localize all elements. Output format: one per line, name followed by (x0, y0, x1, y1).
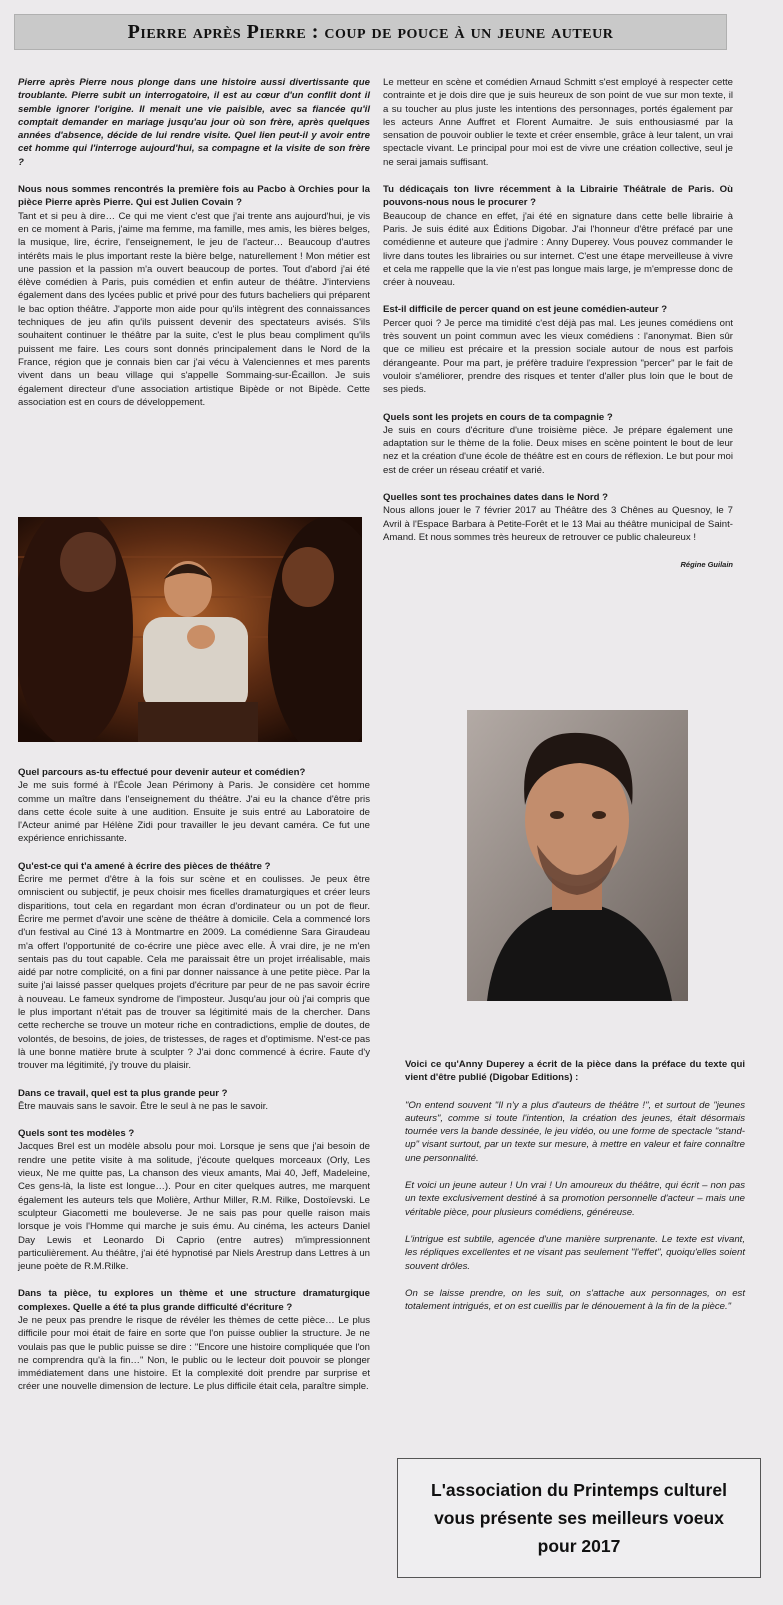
interview-question: Est-il difficile de percer quand on est jeune comédien-auteur ? (383, 304, 668, 316)
qa-block (18, 766, 370, 846)
interview-answer: Tant et si peu à dire… Ce qui me vient c'est que j'ai trente ans aujourd'hui, je vis en ce moment à Paris, j'aime ma femme, ma famille, mes amis, les bières belges, la musique, lire, écrire, l'enseignement, le jeu de l'acteur… Beaucoup d'autres intérêts mais le plus important reste la bière belge, naturellement ! Mon métier est une passion et la passion m'a ouvert beaucoup de portes. Tout d'abord j'ai été élève comédien à Paris, puis comédien et enfin auteur de théâtre. J'interviens également dans des lycées public et privé pour des futurs bacheliers qui préparent le bac option théâtre. J'apporte mon aide pour qu'ils intègrent des connaissances techniques de jeu afin qu'ils puissent devenir des spectateurs avisés. S'ils souhaitent continuer le théâtre par la suite, c'est le plus beau compliment qu'ils puissent me faire. Les cours sont donnés principalement dans le Nord de la France, région que je connais bien car j'ai vécu à Valenciennes et mes parents vivent dans un beau village qui s'appelle Sommaing-sur-Écaillon. Je suis également directeur d'une association artistique Bipède or not Bipède. Cette association est en cours de développement. (18, 210, 370, 408)
interview-answer: Nous allons jouer le 7 février 2017 au Théâtre des 3 Chênes au Quesnoy, le 7 Avril à l'Espace Barbara à Petite-Forêt et le 13 Mai au théâtre municipal de Saint-Amand. Et nous sommes très heureux de retrouver ce public chaleureux ! (383, 505, 733, 543)
preface-heading: Voici ce qu'Anny Duperey a écrit de la pièce dans la préface du texte qui vient d'être publié (Digobar Editions) : (405, 1059, 745, 1084)
preface-quote-paragraph: "On entend souvent "Il n'y a plus d'auteurs de théâtre !", et surtout de "jeunes auteurs", comme si toute l'intention, la création des jeunes, était désormais tournée vers la bande dessinée, le jeu vidéo, ou une forme de spectacle "stand-up" visant surtout, par un texte sur mesure, à mettre en valeur et faire connaître une personnalité. (405, 1099, 745, 1164)
stage-scene-photo (18, 517, 362, 742)
interview-answer: Je me suis formé à l'École Jean Périmony à Paris. Je considère cet homme comme un maître dans l'enseignement du théâtre. J'ai eu la chance d'être pris dans cette école suite à une audition. Ensuite je suis entré au Laboratoire de l'Acteur animé par Hélène Zidi pour travailler le jeu devant caméra. Ce fut une expérience enrichissante. (18, 780, 370, 845)
interview-answer: Je suis en cours d'écriture d'une troisième pièce. Je prépare également une adaptation sur le thème de la folie. Deux mises en scène pointent le bout de leur nez et la création d'une école de théâtre est en cours de réflexion. Le but pour moi est de créer un réseau créatif et varié. (383, 424, 733, 476)
author-portrait-photo (467, 710, 688, 1001)
interview-question: Quelles sont tes prochaines dates dans le Nord ? (383, 492, 608, 504)
interview-answer: Je ne peux pas prendre le risque de révéler les thèmes de cette pièce… Le plus difficile pour moi était de faire en sorte que l'on puisse oublier la structure. Je ne voulais pas que le public puisse se dire : "Encore une histoire compliquée que l'on ne comprendra qu'à la fin…" Non, le public ou le lecteur doit pouvoir se plonger immédiatement dans une histoire. Et la complexité doit prendre par surprise et créer une nouvelle dimension de lecture. Le plus difficile était cela, paraître simple. (18, 1314, 370, 1393)
intro-paragraph: Pierre après Pierre nous plonge dans une histoire aussi divertissante que troublante. Pierre subit un interrogatoire, il est au cœur d'un conflit dont il semble ignorer l'origine. Il menait une vie paisible, avec sa fiancée qu'il comptait demander en mariage jusqu'au jour où son frère, après quelques années d'absence, décide de lui rendre visite. Quel lien peut-il y avoir entre cet homme qui l'interroge aujourd'hui, sa compagne et la visite de son frère ? (18, 77, 370, 168)
article-title-bar (14, 14, 727, 50)
interview-question: Quel parcours as-tu effectué pour devenir auteur et comédien? (18, 767, 306, 778)
interview-answer: Beaucoup de chance en effet, j'ai été en signature dans cette belle librairie à Paris. Je suis édité aux Éditions Digobar. J'ai l'honneur d'être préfacé par une comédienne et auteure que j'admire : Anny Duperey. Vous pouvez commander le livre dans toutes les librairies ou sur internet. C'est une étape merveilleuse à vivre et cela me rappelle que la vie n'est pas longue mais large, je m'empresse donc de créer à nouveau. (383, 210, 733, 289)
interview-answer: Être mauvais sans le savoir. Être le seul à ne pas le savoir. (18, 1100, 269, 1112)
interview-question: Qu'est-ce qui t'a amené à écrire des pièces de théâtre ? (18, 860, 271, 872)
author-signature: Régine Guilain (680, 560, 733, 570)
qa-block (18, 1127, 370, 1273)
right-column-top (383, 76, 733, 572)
greetings-line-1: L'association du Printemps culturel (431, 1480, 727, 1500)
interview-question: Quels sont tes modèles ? (18, 1128, 135, 1140)
interview-question: Dans ta pièce, tu explores un thème et une structure dramaturgique complexes. Quelle a été ta plus grande difficulté d'écriture ? (18, 1288, 370, 1313)
preface-quote-paragraph: Et voici un jeune auteur ! Un vrai ! Un amoureux du théâtre, qui écrit – non pas un texte exclusivement destiné à sa promotion personnelle d'acteur – mais une véritable pièce, pour plusieurs comédiens, généreuse. (405, 1180, 745, 1218)
director-paragraph: Le metteur en scène et comédien Arnaud Schmitt s'est employé à respecter cette contrainte et je dois dire que je suis heureux de son point de vue sur mon texte, il a su toucher au plus juste les intentions des personnages, portés également par les acteurs Anne Auffret et Florent Aumaitre. Je suis enthousiasmé par la sensation de pouvoir oublier le texte et créer ensemble, grâce à leur talent, un vrai spectacle vivant. Le principal pour moi est de vivre une création collective, seul je ne serai jamais suffisant. (383, 77, 733, 168)
preface-quote-paragraph: L'intrigue est subtile, agencée d'une manière surprenante. Le texte est vivant, les répliques excellentes et ne visant pas seulement "l'effet", quoiqu'elles soient souvent drôles. (405, 1233, 745, 1272)
interview-answer: Jacques Brel est un modèle absolu pour moi. Lorsque je sens que j'ai besoin de rendre une petite visite à ma solitude, j'écoute quelques morceaux (Orly, Les vieux, Ne me quitte pas, La chanson des vieux amants, Mai 40, Jeff, Madeleine, Ces gens-là, la liste est longue…). Pour en citer quelques autres, me marquent également les auteurs tels que Molière, Arthur Miller, R.M. Rilke, Dostoïevski. Le sculpteur Giacometti me bouleverse. Je ne sais pas pour quelle raison mais lorsque je vois l'Homme qui marche je suis ému. Au cinéma, les acteurs Daniel Day Lewis et Leonardo Di Caprio (entre autres) m'impressionnent particulièrement. Au théâtre, j'ai été hypnotisé par Niels Arestrup dans Lettres à un jeune poète de R.M.Rilke. (18, 1141, 370, 1273)
interview-question: Quels sont les projets en cours de ta compagnie ? (383, 411, 613, 423)
greetings-box (397, 1458, 761, 1578)
article-title: Pierre après Pierre : coup de pouce à un jeune auteur (127, 20, 614, 43)
qa-block (383, 491, 733, 544)
greetings-line-2: vous présente ses meilleurs voeux (434, 1508, 724, 1528)
preface-column (405, 1058, 745, 1327)
left-column-top (18, 76, 370, 423)
qa-block (383, 303, 733, 396)
interview-answer: Écrire me permet d'être à la fois sur scène et en coulisses. Je peux être omniscient ou subjectif, je peux choisir mes ficelles dramaturgiques et créer leurs disparitions, tout cela en regardant mon écran d'ordinateur ou un pot de fleur. Écrire me permet d'avoir une scène de théâtre à domicile. Cela a commencé lors d'un festival au Ciné 13 à Montmartre en 2009. La comédienne Sara Giraudeau m'a offert l'opportunité de co-écrire une pièce avec elle. À vrai dire, je ne m'en sentais pas du tout capable. Cela me paraissait être un projet irréalisable, mais aidé par notre complicité, on a fini par donner naissance à une petite pièce. Par la suite j'ai laissé passer quelques projets d'écriture par peur de ne pas savoir écrire à nouveau. Le fameux syndrome de l'imposteur. Jusqu'au jour où j'ai compris que le plus important n'était pas de trouver sa légitimité mais de la chercher. Dans cette recherche se trouve un moteur riche en contradictions, emplie de doutes, de volontés, de besoins, de joies, de tristesses, de rages et d'optimisme. N'est-ce pas là une bonne matière brute à sculpter ? J'ai donc commencé à écrire. Faute d'y trouver ma légitimité, j'y trouve du plaisir. (18, 874, 370, 1072)
interview-answer: Percer quoi ? Je perce ma timidité c'est déjà pas mal. Les jeunes comédiens ont très souvent un point commun avec les vieux comédiens : l'anonymat. Bien sûr que ce milieu est précaire et la pression sociale autour de nous est parfois dérangeante. Pour ma part, je préfère traduire l'expression "percer" par le fait de vouloir s'améliorer, prendre des risques et tenter d'aller plus loin que le bout de ses pieds. (383, 317, 733, 396)
qa-block (383, 411, 733, 477)
qa-block (18, 183, 370, 409)
left-column-bottom (18, 766, 370, 1408)
qa-block (18, 1087, 370, 1114)
qa-block (18, 860, 370, 1073)
greetings-line-3: pour 2017 (537, 1536, 621, 1556)
interview-question: Dans ce travail, quel est ta plus grande peur ? (18, 1087, 228, 1099)
qa-block (18, 1287, 370, 1393)
preface-quote-paragraph: On se laisse prendre, on les suit, on s'attache aux personnages, on est totalement intrigués, et on est cueillis par le dénouement à la fin de la pièce." (405, 1287, 745, 1313)
interview-question: Tu dédicaçais ton livre récemment à la Librairie Théâtrale de Paris. Où pouvons-nous nous le procurer ? (383, 184, 733, 209)
qa-block (383, 183, 733, 289)
interview-question: Nous nous sommes rencontrés la première fois au Pacbo à Orchies pour la pièce Pierre après Pierre. Qui est Julien Covain ? (18, 184, 370, 209)
